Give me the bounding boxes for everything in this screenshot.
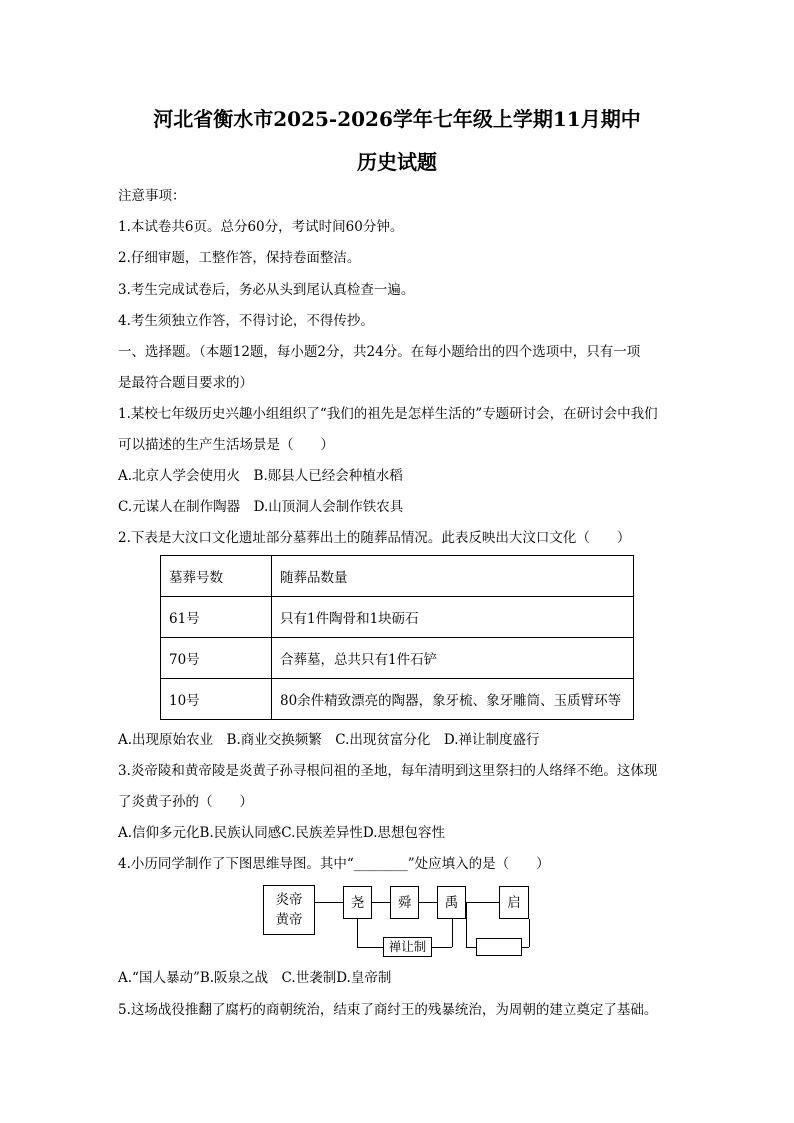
mind-map	[263, 883, 533, 955]
table-header-cell: 墓葬号数	[161, 556, 272, 597]
notice-item: 2.仔细审题，工整作答，保持卷面整洁。	[118, 250, 361, 266]
table-row	[161, 597, 634, 638]
ancestor-label: 黄帝	[275, 912, 303, 928]
q5-stem: 5.这场战役推翻了腐朽的商朝统治，结束了商纣王的残暴统治，为周朝的建立奠定了基础。	[118, 1002, 658, 1018]
table-row	[161, 638, 634, 679]
section-heading: 一、选择题。（本题12题，每小题2分，共24分。在每小题给出的四个选项中，只有一项	[118, 344, 641, 360]
connector-line	[466, 902, 467, 947]
connector-line	[529, 919, 530, 947]
q3-stem-cont: 了炎黄子孙的（ ）	[118, 794, 253, 810]
notice-item: 1.本试卷共6页。总分60分，考试时间60分钟。	[118, 219, 404, 235]
connector-line	[432, 947, 452, 948]
burial-goods-table	[160, 555, 634, 720]
connector-line	[466, 947, 476, 948]
table-row	[161, 679, 634, 720]
connector-line	[452, 919, 453, 947]
connector-line	[357, 947, 383, 948]
ancestors-box	[263, 885, 315, 935]
notice-item: 4.考生须独立作答，不得讨论，不得传抄。	[118, 313, 374, 329]
table-cell: 只有1件陶骨和1块砺石	[272, 597, 634, 638]
table-header-row	[161, 556, 634, 597]
q4-options: A.“国人暴动”B.阪泉之战 C.世袭制D.皇帝制	[118, 970, 392, 986]
yu-box: 禹	[437, 886, 466, 919]
q1-options: A.北京人学会使用火 B.郧县人已经会种植水稻	[118, 468, 403, 484]
q4-stem: 4.小历同学制作了下图思维导图。其中“________”处应填入的是（ ）	[118, 856, 550, 872]
q3-stem: 3.炎帝陵和黄帝陵是炎黄子孙寻根问祖的圣地，每年清明到这里祭扫的人络绎不绝。这体现	[118, 763, 658, 779]
connector-line	[372, 902, 390, 903]
table-cell: 80余件精致漂亮的陶器，象牙梳、象牙雕筒、玉质臂环等	[272, 679, 634, 720]
connector-line	[419, 902, 437, 903]
table-cell: 10号	[161, 679, 272, 720]
connector-line	[522, 947, 529, 948]
table-header-cell: 随葬品数量	[272, 556, 634, 597]
q3-options: A.信仰多元化B.民族认同感C.民族差异性D.思想包容性	[118, 825, 446, 841]
q1-stem-cont: 可以描述的生产生活场景是（ ）	[118, 437, 334, 453]
qi-box: 启	[499, 886, 529, 919]
connector-line	[315, 902, 343, 903]
blank-answer-box	[476, 938, 522, 956]
notice-heading: 注意事项：	[118, 188, 186, 204]
exam-title: 河北省衡水市2025-2026学年七年级上学期11月期中	[153, 107, 641, 131]
q2-stem: 2.下表是大汶口文化遗址部分墓葬出土的随葬品情况。此表反映出大汶口文化（ ）	[118, 530, 631, 546]
shun-box: 舜	[390, 886, 419, 919]
notice-item: 3.考生完成试卷后，务必从头到尾认真检查一遍。	[118, 282, 415, 298]
connector-line	[466, 902, 499, 903]
q2-options: A.出现原始农业 B.商业交换频繁 C.出现贫富分化 D.禅让制度盛行	[118, 732, 540, 748]
ancestor-label: 炎帝	[275, 892, 303, 908]
table-cell: 70号	[161, 638, 272, 679]
q1-stem: 1.某校七年级历史兴趣小组组织了“我们的祖先是怎样生活的”专题研讨会，在研讨会中我们	[118, 406, 658, 422]
q1-options-cont: C.元谋人在制作陶器 D.山顶洞人会制作铁农具	[118, 499, 404, 515]
abdication-box: 禅让制	[383, 937, 432, 957]
table-cell: 合葬墓，总共只有1件石铲	[272, 638, 634, 679]
yao-box: 尧	[343, 886, 372, 919]
exam-subtitle: 历史试题	[357, 150, 437, 174]
section-heading-cont: 是最符合题目要求的）	[118, 375, 253, 391]
connector-line	[357, 919, 358, 947]
table-cell: 61号	[161, 597, 272, 638]
